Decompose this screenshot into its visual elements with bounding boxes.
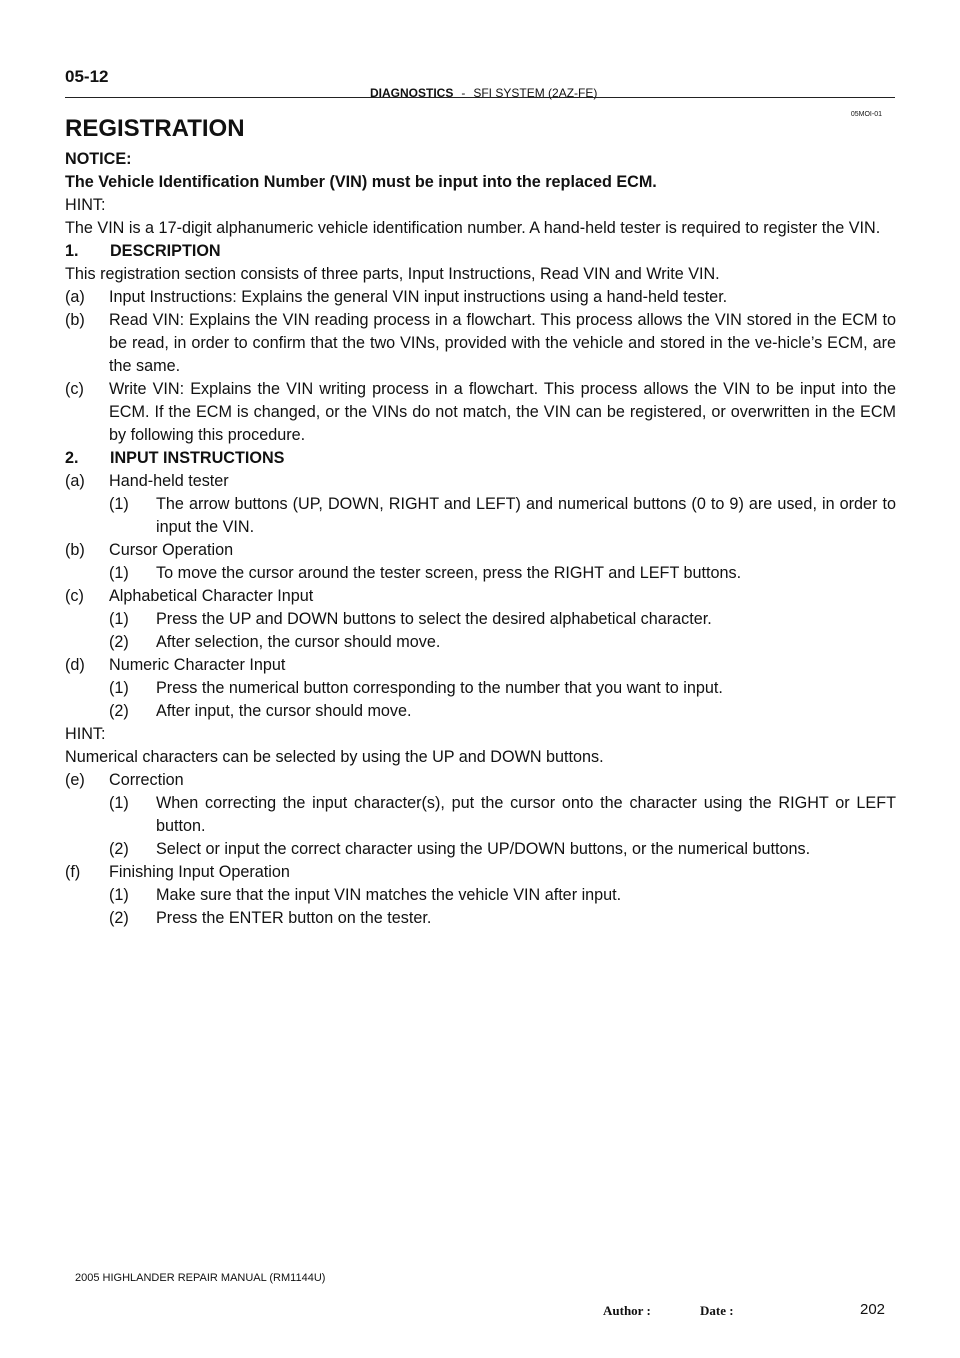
instruction-step: [65, 493, 896, 539]
step-text: To move the cursor around the tester screen, press the RIGHT and LEFT buttons.: [156, 564, 742, 582]
step-label: (2): [109, 702, 129, 720]
page-number: 05-12: [65, 67, 109, 86]
instruction-step: [65, 792, 896, 838]
footer-date-label: Date :: [700, 1303, 734, 1318]
item-label: (d): [65, 656, 85, 674]
item-title: Finishing Input Operation: [109, 863, 290, 881]
step-label: (1): [109, 886, 129, 904]
document-code: 05MOI-01: [850, 111, 882, 118]
item-text: Input Instructions: Explains the general VIN input instructions using a hand-held tester.: [109, 288, 728, 306]
instruction-step: [65, 631, 896, 654]
step-text: Press the UP and DOWN buttons to select the desired alphabetical character.: [156, 610, 712, 628]
header-subsection: SFI SYSTEM (2AZ-FE): [473, 86, 598, 100]
description-item: [65, 286, 896, 309]
hint-label: HINT:: [65, 725, 106, 743]
step-text: After input, the cursor should move.: [156, 702, 412, 720]
header-section: DIAGNOSTICS: [370, 86, 454, 100]
item-label: (a): [65, 472, 85, 490]
step-text: After selection, the cursor should move.: [156, 633, 441, 651]
item-label: (c): [65, 587, 84, 605]
description-item: [65, 378, 896, 447]
instruction-item: [65, 769, 896, 792]
page-content: [65, 114, 896, 930]
item-title: Hand-held tester: [109, 472, 229, 490]
hint-label: HINT:: [65, 196, 106, 214]
item-label: (f): [65, 863, 81, 881]
step-label: (1): [109, 564, 129, 582]
item-title: Alphabetical Character Input: [109, 587, 314, 605]
footer-page-number: 202: [860, 1301, 886, 1318]
item-title: Cursor Operation: [109, 541, 234, 559]
instruction-item: [65, 585, 896, 608]
step-label: (1): [109, 794, 129, 812]
instruction-item: [65, 654, 896, 677]
step-label: (2): [109, 909, 129, 927]
item-label: (b): [65, 311, 85, 329]
description-heading: 1. DESCRIPTION: [65, 242, 221, 260]
step-text: Press the numerical button corresponding to the number that you want to input.: [156, 679, 723, 697]
item-label: (b): [65, 541, 85, 559]
instruction-step: [65, 838, 896, 861]
footer-manual-title: 2005 HIGHLANDER REPAIR MANUAL (RM1144U): [75, 1272, 326, 1284]
step-label: (2): [109, 840, 129, 858]
item-label: (a): [65, 288, 85, 306]
item-title: Numeric Character Input: [109, 656, 286, 674]
hint-text: The VIN is a 17-digit alphanumeric vehicle identification number. A hand-held tester is required to register the VIN.: [65, 219, 881, 237]
instruction-step: [65, 608, 896, 631]
step-label: (1): [109, 610, 129, 628]
notice-label: NOTICE:: [65, 150, 132, 168]
instruction-step: [65, 677, 896, 700]
description-item: [65, 309, 896, 378]
step-text: When correcting the input character(s), put the cursor onto the character using the RIGHT or LEFT button.: [156, 794, 896, 835]
item-label: (e): [65, 771, 85, 789]
header-rule: [65, 97, 895, 98]
step-text: Make sure that the input VIN matches the vehicle VIN after input.: [156, 886, 622, 904]
header-dash: -: [461, 86, 466, 100]
item-title: Correction: [109, 771, 184, 789]
instruction-step: [65, 562, 896, 585]
instruction-step: [65, 907, 896, 930]
footer-author-label: Author :: [603, 1303, 651, 1318]
instruction-item: [65, 861, 896, 884]
instruction-step: [65, 700, 896, 723]
instruction-item: [65, 539, 896, 562]
page-title: REGISTRATION: [65, 115, 245, 142]
instruction-step: [65, 884, 896, 907]
item-label: (c): [65, 380, 84, 398]
description-intro: This registration section consists of three parts, Input Instructions, Read VIN and Write VIN.: [65, 265, 720, 283]
step-text: Press the ENTER button on the tester.: [156, 909, 432, 927]
item-text: Read VIN: Explains the VIN reading process in a flowchart. This process allows the VIN stored in the ECM to be read, in order to confirm that the two VINs, provided with the vehicle and stored in the ve-hicle’s ECM, are the same.: [109, 311, 896, 375]
notice-text: The Vehicle Identification Number (VIN) must be input into the replaced ECM.: [65, 173, 657, 191]
instruction-item: [65, 470, 896, 493]
step-label: (2): [109, 633, 129, 651]
step-text: Select or input the correct character using the UP/DOWN buttons, or the numerical buttons.: [156, 840, 811, 858]
step-label: (1): [109, 679, 129, 697]
hint-text: Numerical characters can be selected by using the UP and DOWN buttons.: [65, 748, 604, 766]
step-label: (1): [109, 495, 129, 513]
item-text: Write VIN: Explains the VIN writing process in a flowchart. This process allows the VIN to be input into the ECM. If the ECM is changed, or the VINs do not match, the VIN can be registered, or overwritten in the ECM by following this procedure.: [109, 380, 896, 444]
input-instructions-heading: 2. INPUT INSTRUCTIONS: [65, 449, 285, 467]
step-text: The arrow buttons (UP, DOWN, RIGHT and LEFT) and numerical buttons (0 to 9) are used, in order to input the VIN.: [156, 495, 896, 536]
